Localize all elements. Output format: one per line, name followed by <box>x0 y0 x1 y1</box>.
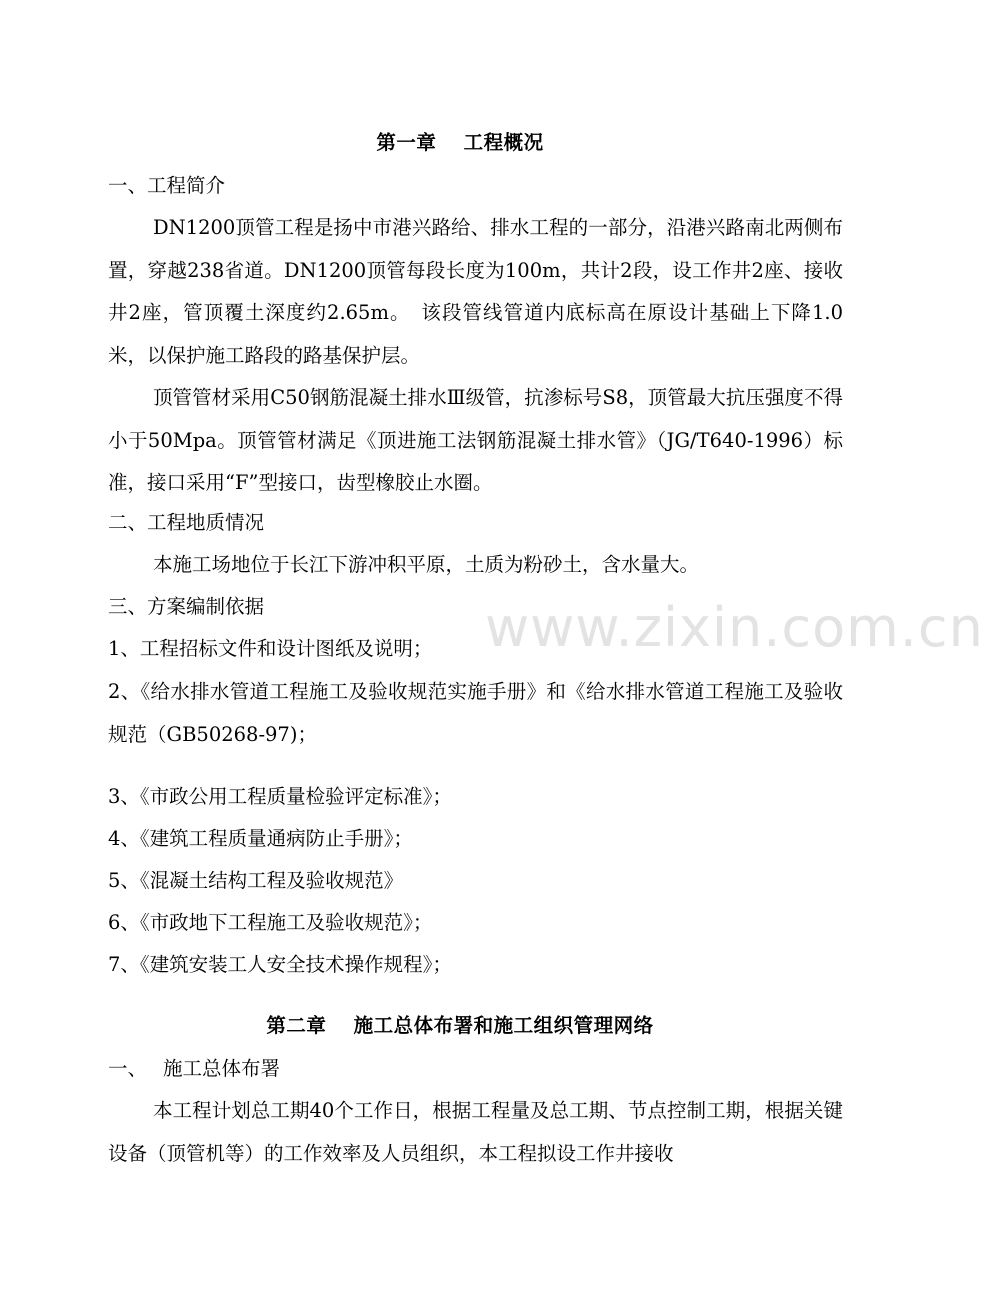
basis-list-item: 6、《市政地下工程施工及验收规范》； <box>108 911 433 934</box>
chapter-2-title: 第二章 施工总体布署和施工组织管理网络 <box>266 1014 654 1037</box>
section-heading-basis: 三、方案编制依据 <box>108 595 265 618</box>
section-heading-overall-layout: 一、 施工总体布署 <box>108 1057 280 1080</box>
basis-list-item: 5、《混凝土结构工程及验收规范》 <box>108 869 404 892</box>
basis-list-item: 4、《建筑工程质量通病防止手册》； <box>108 827 413 850</box>
paragraph-project-intro: DN1200顶管工程是扬中市港兴路给、排水工程的一部分，沿港兴路南北两侧布置，穿越238省道。DN1200顶管每段长度为100m，共计2段，设工作井2座、接收井2座，管顶覆土深度约2.65m。 该段管线管道内底标高在原设计基础上下降1.0米，以保护施工路段的路基保护层。 <box>108 216 843 367</box>
section-heading-project-intro: 一、工程简介 <box>108 174 226 197</box>
basis-list-item: 2、《给水排水管道工程施工及验收规范实施手册》和《给水排水管道工程施工及验收规范（GB50268-97)； <box>108 680 843 746</box>
basis-list-item: 3、《市政公用工程质量检验评定标准》； <box>108 785 452 808</box>
paragraph-geology: 本施工场地位于长江下游冲积平原，土质为粉砂土，含水量大。 <box>153 553 700 576</box>
basis-list-item: 7、《建筑安装工人安全技术操作规程》； <box>108 953 452 976</box>
paragraph-pipe-material: 顶管管材采用C50钢筋混凝土排水Ⅲ级管，抗渗标号S8，顶管最大抗压强度不得小于50Mpa。顶管管材满足《顶进施工法钢筋混凝土排水管》（JG/T640-1996）标准，接口采用“F”型接口，齿型橡胶止水圈。 <box>108 386 843 494</box>
section-heading-geology: 二、工程地质情况 <box>108 511 265 534</box>
basis-list-item: 1、工程招标文件和设计图纸及说明； <box>108 637 433 660</box>
paragraph-overall-layout: 本工程计划总工期40个工作日，根据工程量及总工期、节点控制工期，根据关键设备（顶管机等）的工作效率及人员组织，本工程拟设工作井接收 <box>108 1099 843 1165</box>
chapter-1-title: 第一章 工程概况 <box>376 131 544 154</box>
watermark: www.zixin.com.cn <box>485 596 984 659</box>
